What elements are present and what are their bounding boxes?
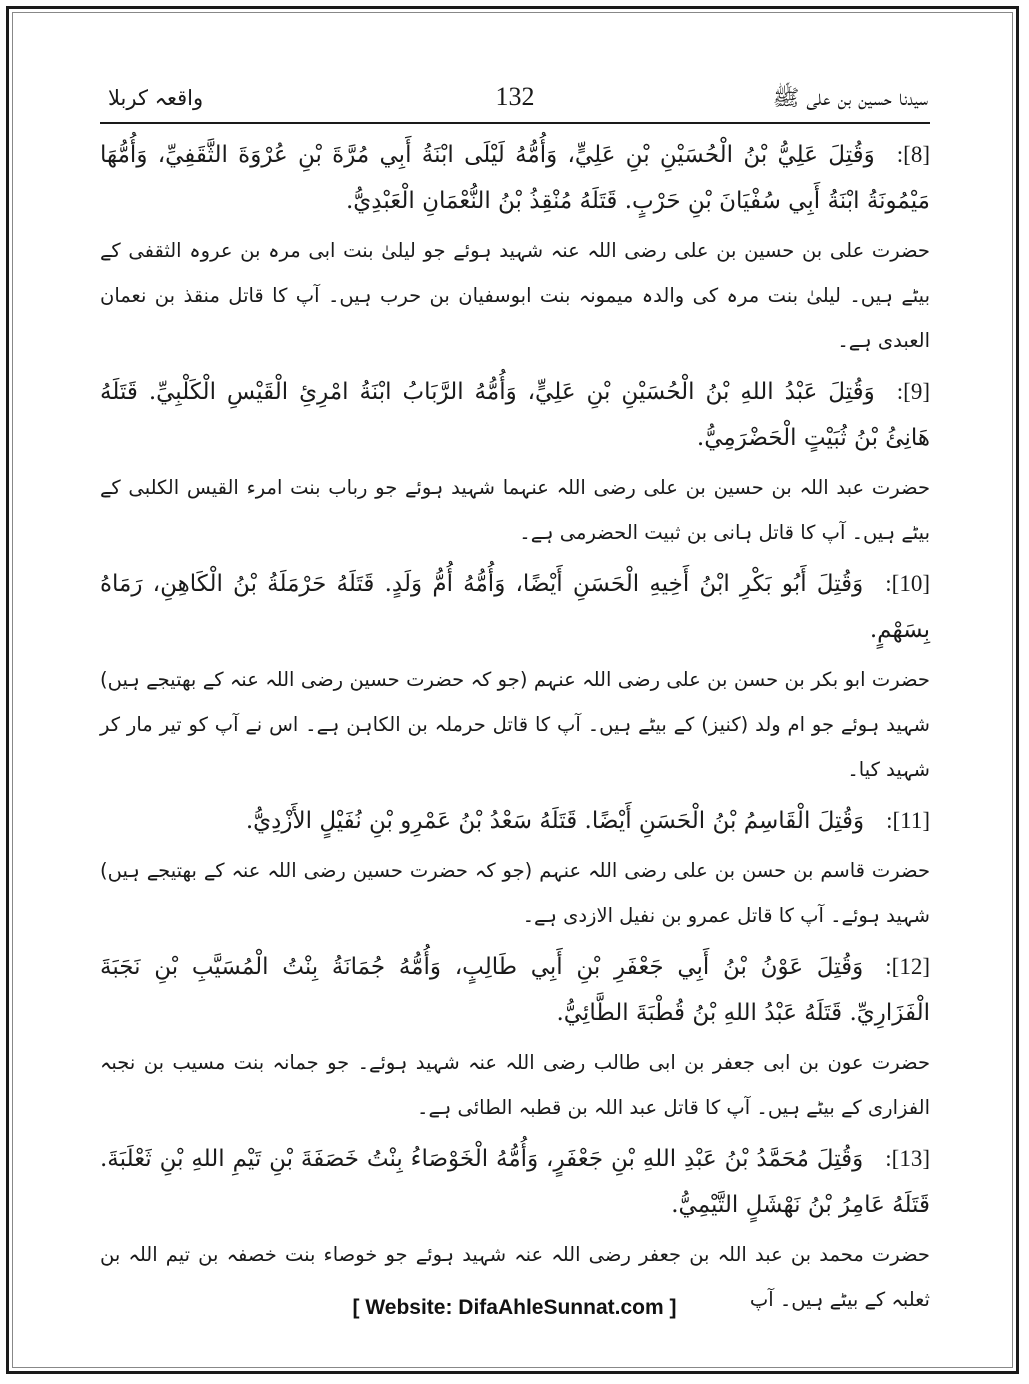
arabic-body: وَقُتِلَ عَلِيُّ بْنُ الْحُسَيْنِ بْنِ عَلِيٍّ، وَأُمُّهُ لَيْلَى ابْنَةُ أَبِي مُرَّةَ بْنِ عُرْوَةَ الثَّقَفِيِّ، وَأُمُّهَا مَيْمُونَةُ ابْنَةُ أَبِي سُفْيَانَ بْنِ حَرْبٍ. قَتَلَهُ مُنْقِذُ بْنُ النُّعْمَانِ الْعَبْدِيُّ. [100, 142, 930, 214]
page-header [100, 78, 930, 124]
arabic-body: وَقُتِلَ أَبُو بَكْرِ ابْنُ أَخِيهِ الْحَسَنِ أَيْضًا، وَأُمُّهُ أُمُّ وَلَدٍ. قَتَلَهُ حَرْمَلَةُ بْنُ الْكَاهِنِ، رَمَاهُ بِسَهْمٍ. [100, 571, 930, 643]
entry-number: [10]: [885, 571, 930, 596]
entry-10 [100, 561, 930, 792]
urdu-translation: حضرت قاسم بن حسن بن علی رضی اللہ عنہم (جو کہ حضرت حسین رضی اللہ عنہ کے بھتیجے ہیں) شہید ہوئے۔ آپ کا قاتل عمرو بن نفیل الازدی ہے۔ [100, 859, 930, 927]
chapter-title: واقعہ کربلا [108, 86, 204, 110]
urdu-translation: حضرت عون بن ابی جعفر بن ابی طالب رضی اللہ عنہ شہید ہوئے۔ جو جمانہ بنت مسیب بن نجبہ الفزاری کے بیٹے ہیں۔ آپ کا قاتل عبد اللہ بن قطبہ الطائی ہے۔ [100, 1051, 930, 1119]
entry-12 [100, 944, 930, 1130]
entry-9 [100, 369, 930, 555]
page [100, 78, 930, 1328]
urdu-translation: حضرت ابو بکر بن حسن بن علی رضی اللہ عنہم (جو کہ حضرت حسین رضی اللہ عنہ کے بھتیجے ہیں) شہید ہوئے جو ام ولد (کنیز) کے بیٹے ہیں۔ آپ کا قاتل حرملہ بن الکاہن ہے۔ اس نے آپ کو تیر مار کر شہید کیا۔ [100, 668, 930, 781]
arabic-text [100, 369, 930, 461]
entry-number: [9]: [896, 379, 930, 404]
arabic-text [100, 561, 930, 653]
entry-8 [100, 132, 930, 363]
page-body [100, 132, 930, 1322]
urdu-translation: حضرت عبد اللہ بن حسین بن علی رضی اللہ عنہما شہید ہوئے جو رباب بنت امرء القیس الکلبی کے بیٹے ہیں۔ آپ کا قاتل ہانی بن ثبیت الحضرمی ہے۔ [100, 476, 930, 544]
arabic-body: وَقُتِلَ عَوْنُ بْنُ أَبِي جَعْفَرِ بْنِ أَبِي طَالِبٍ، وَأُمُّهُ جُمَانَةُ بِنْتُ الْمُسَيَّبِ بْنِ نَجَبَةَ الْفَزَارِيِّ. قَتَلَهُ عَبْدُ اللهِ بْنُ قُطْبَةَ الطَّائِيُّ. [100, 954, 930, 1026]
arabic-body: وَقُتِلَ مُحَمَّدُ بْنُ عَبْدِ اللهِ بْنِ جَعْفَرٍ، وَأُمُّهُ الْخَوْصَاءُ بِنْتُ خَصَفَةَ بْنِ تَيْمِ اللهِ بْنِ ثَعْلَبَةَ. قَتَلَهُ عَامِرُ بْنُ نَهْشَلٍ التَّيْمِيُّ. [100, 1146, 930, 1218]
arabic-text [100, 944, 930, 1036]
arabic-body: وَقُتِلَ الْقَاسِمُ بْنُ الْحَسَنِ أَيْضًا. قَتَلَهُ سَعْدُ بْنُ عَمْرِو بْنِ نُفَيْلٍ الأَزْدِيُّ. [245, 808, 865, 834]
urdu-translation: حضرت علی بن حسین بن علی رضی اللہ عنہ شہید ہوئے جو لیلیٰ بنت ابی مرہ بن عروہ الثقفی کے بیٹے ہیں۔ لیلیٰ بنت مرہ کی والدہ میمونہ بنت ابوسفیان بن حرب ہیں۔ آپ کا قاتل منقذ بن نعمان العبدی ہے۔ [100, 239, 930, 352]
arabic-text [100, 1136, 930, 1228]
arabic-text [100, 132, 930, 224]
arabic-text [100, 798, 930, 844]
website-footer: [ Website: DifaAhleSunnat.com ] [352, 1296, 677, 1319]
entry-number: [11]: [886, 808, 930, 833]
urdu-translation: حضرت محمد بن عبد اللہ بن جعفر رضی اللہ عنہ شہید ہوئے جو خوصاء بنت خصفہ بن تیم اللہ بن ثعلبہ کے بیٹے ہیں۔ آپ [100, 1243, 930, 1311]
entry-number: [8]: [896, 142, 930, 167]
entry-13 [100, 1136, 930, 1322]
page-number: 132 [495, 82, 535, 111]
arabic-body: وَقُتِلَ عَبْدُ اللهِ بْنُ الْحُسَيْنِ بْنِ عَلِيٍّ، وَأُمُّهُ الرَّبَابُ ابْنَةُ امْرِئِ الْقَيْسِ الْكَلْبِيِّ. قَتَلَهُ هَانِئُ بْنُ ثُبَيْتٍ الْحَضْرَمِيُّ. [100, 379, 930, 451]
entry-11 [100, 798, 930, 938]
running-title: سیدنا حسین بن علی ﷺ [772, 86, 928, 111]
entry-number: [12]: [885, 954, 930, 979]
entry-number: [13]: [885, 1146, 930, 1171]
